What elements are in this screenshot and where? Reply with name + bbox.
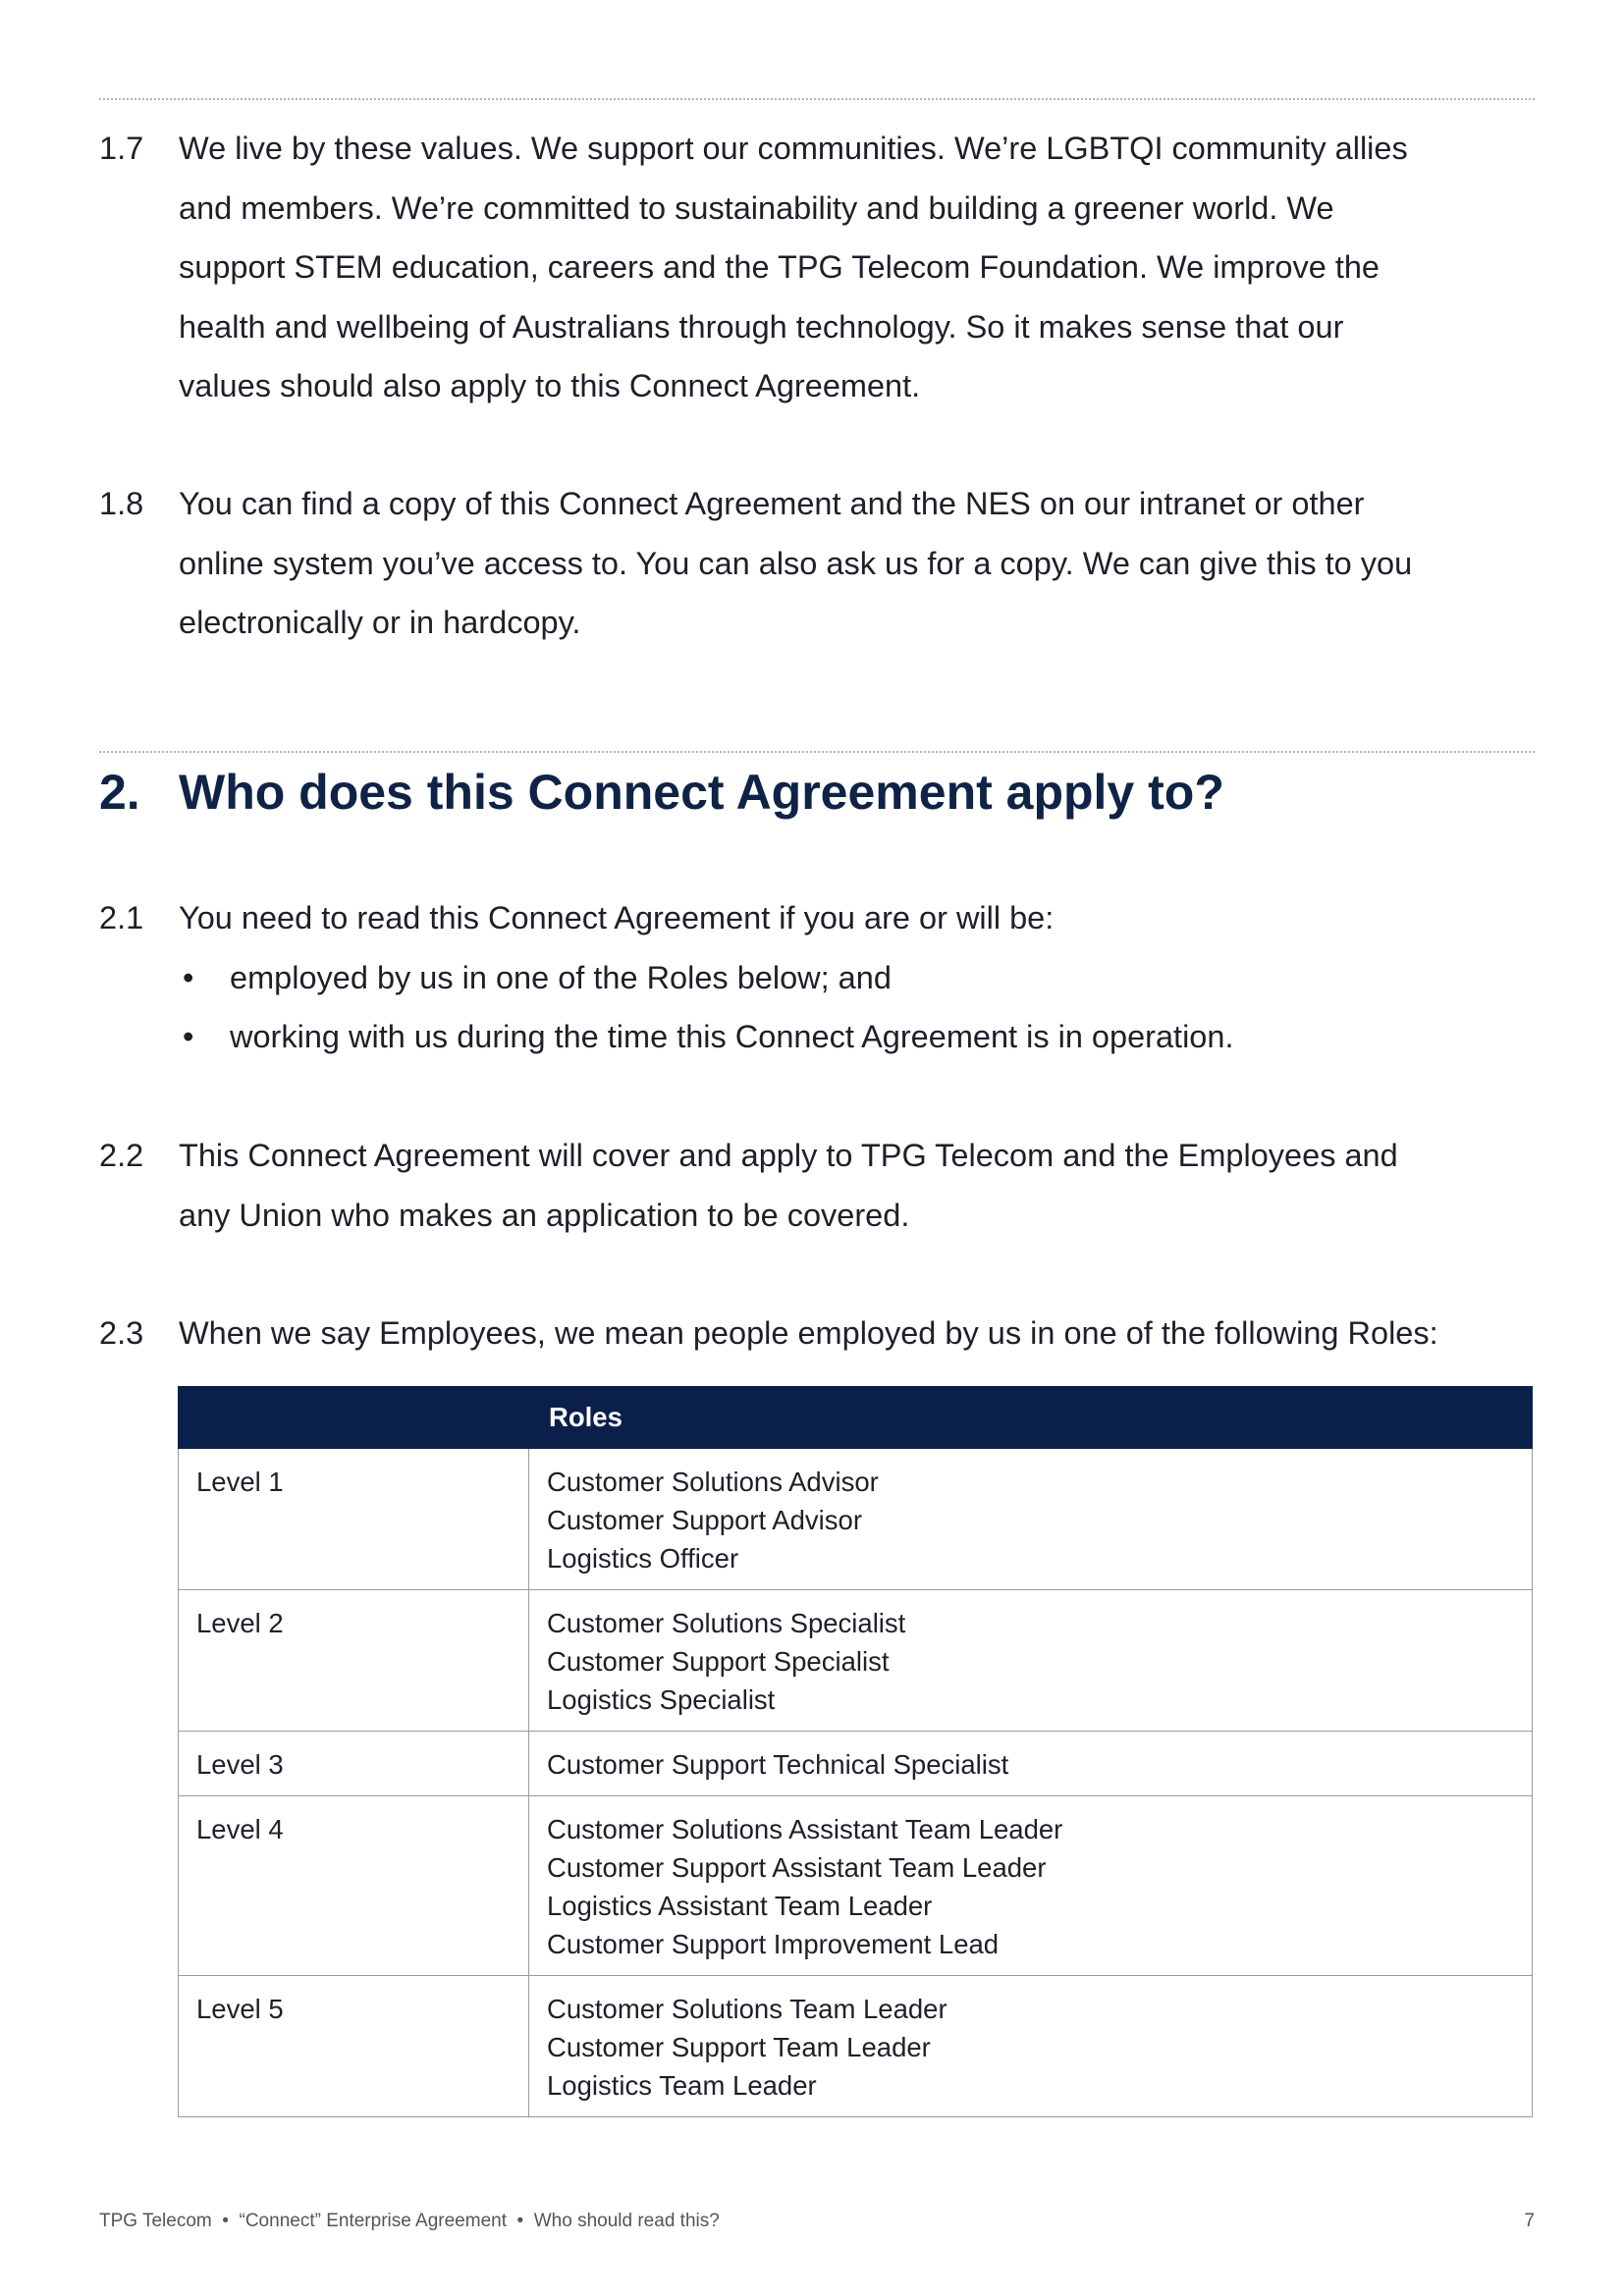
clause-line: This Connect Agreement will cover and apply to TPG Telecom and the Employees and <box>179 1138 1398 1173</box>
clause-number: 2.3 <box>99 1315 144 1351</box>
table-header-cell: Roles <box>529 1387 1533 1449</box>
clause-line: health and wellbeing of Australians through technology. So it makes sense that our <box>179 308 1344 345</box>
table-row <box>179 1590 1533 1732</box>
roles-cell <box>529 1976 1533 2117</box>
clause-line: You can find a copy of this Connect Agreement and the NES on our intranet or other <box>179 486 1365 521</box>
role-name: Customer Support Specialist <box>547 1646 890 1677</box>
list-item <box>179 948 1543 1008</box>
role-name: Logistics Team Leader <box>547 2070 817 2101</box>
table-row <box>179 1796 1533 1976</box>
level-cell: Level 4 <box>179 1796 529 1976</box>
clause-body <box>179 119 1543 416</box>
table-row <box>179 1976 1533 2117</box>
list-item-text: employed by us in one of the Roles below; and <box>230 959 892 995</box>
clause-body <box>179 474 1543 653</box>
clause-line: electronically or in hardcopy. <box>179 605 581 640</box>
section-number: 2. <box>99 765 140 820</box>
clause-body: You need to read this Connect Agreement if you are or will be: <box>179 900 1055 935</box>
roles-cell <box>529 1449 1533 1590</box>
clause-body <box>179 1126 1543 1245</box>
role-name: Customer Support Improvement Lead <box>547 1929 1000 1959</box>
table-header-cell <box>179 1387 529 1449</box>
level-cell: Level 3 <box>179 1732 529 1796</box>
role-name: Customer Solutions Assistant Team Leader <box>547 1814 1063 1844</box>
clause-number: 1.7 <box>99 131 144 166</box>
clause-line: and members. We’re committed to sustainability and building a greener world. We <box>179 189 1334 226</box>
top-divider <box>99 98 1535 100</box>
bullet-icon: • <box>183 959 194 995</box>
role-name: Customer Support Assistant Team Leader <box>547 1852 1047 1883</box>
footer-text: TPG Telecom • “Connect” Enterprise Agreement • Who should read this? <box>99 2211 720 2231</box>
roles-cell <box>529 1796 1533 1976</box>
clause-1-7 <box>99 119 1543 416</box>
clause-number: 2.2 <box>99 1138 144 1173</box>
clause-body: When we say Employees, we mean people employed by us in one of the following Roles: <box>179 1315 1438 1351</box>
role-name: Customer Support Advisor <box>547 1505 862 1535</box>
page-number: 7 <box>1524 2211 1535 2231</box>
bullet-list <box>179 948 1543 1067</box>
table-row <box>179 1732 1533 1796</box>
role-name: Customer Solutions Specialist <box>547 1608 906 1638</box>
clause-2-1 <box>99 888 1543 1067</box>
roles-cell <box>529 1732 1533 1796</box>
clause-line: We live by these values. We support our communities. We’re LGBTQI community allies <box>179 131 1408 166</box>
clause-number: 2.1 <box>99 900 144 935</box>
role-name: Logistics Officer <box>547 1543 739 1574</box>
clause-number: 1.8 <box>99 486 144 521</box>
role-name: Customer Support Team Leader <box>547 2032 931 2062</box>
clause-line: any Union who makes an application to be covered. <box>179 1197 910 1233</box>
list-item <box>179 1007 1543 1067</box>
section-heading <box>99 758 1224 827</box>
list-item-text: working with us during the time this Connect Agreement is in operation. <box>230 1019 1234 1054</box>
clause-2-3 <box>99 1304 1543 1363</box>
role-name: Logistics Assistant Team Leader <box>547 1891 933 1921</box>
table-row <box>179 1449 1533 1590</box>
role-name: Customer Support Technical Specialist <box>547 1749 1009 1780</box>
page-footer <box>99 2211 1535 2232</box>
clause-1-8 <box>99 474 1543 653</box>
bullet-icon: • <box>183 1019 194 1054</box>
level-cell: Level 2 <box>179 1590 529 1732</box>
roles-cell <box>529 1590 1533 1732</box>
clause-2-2 <box>99 1126 1543 1245</box>
section-title: Who does this Connect Agreement apply to? <box>179 765 1224 820</box>
table-header-row <box>179 1387 1533 1449</box>
clause-line: values should also apply to this Connect Agreement. <box>179 368 921 403</box>
clause-line: support STEM education, careers and the TPG Telecom Foundation. We improve the <box>179 249 1380 285</box>
level-cell: Level 1 <box>179 1449 529 1590</box>
role-name: Customer Solutions Team Leader <box>547 1994 947 2024</box>
roles-table <box>178 1386 1533 2117</box>
level-cell: Level 5 <box>179 1976 529 2117</box>
role-name: Customer Solutions Advisor <box>547 1467 879 1497</box>
clause-line: online system you’ve access to. You can also ask us for a copy. We can give this to you <box>179 545 1413 581</box>
section-divider <box>99 751 1535 753</box>
role-name: Logistics Specialist <box>547 1684 776 1715</box>
